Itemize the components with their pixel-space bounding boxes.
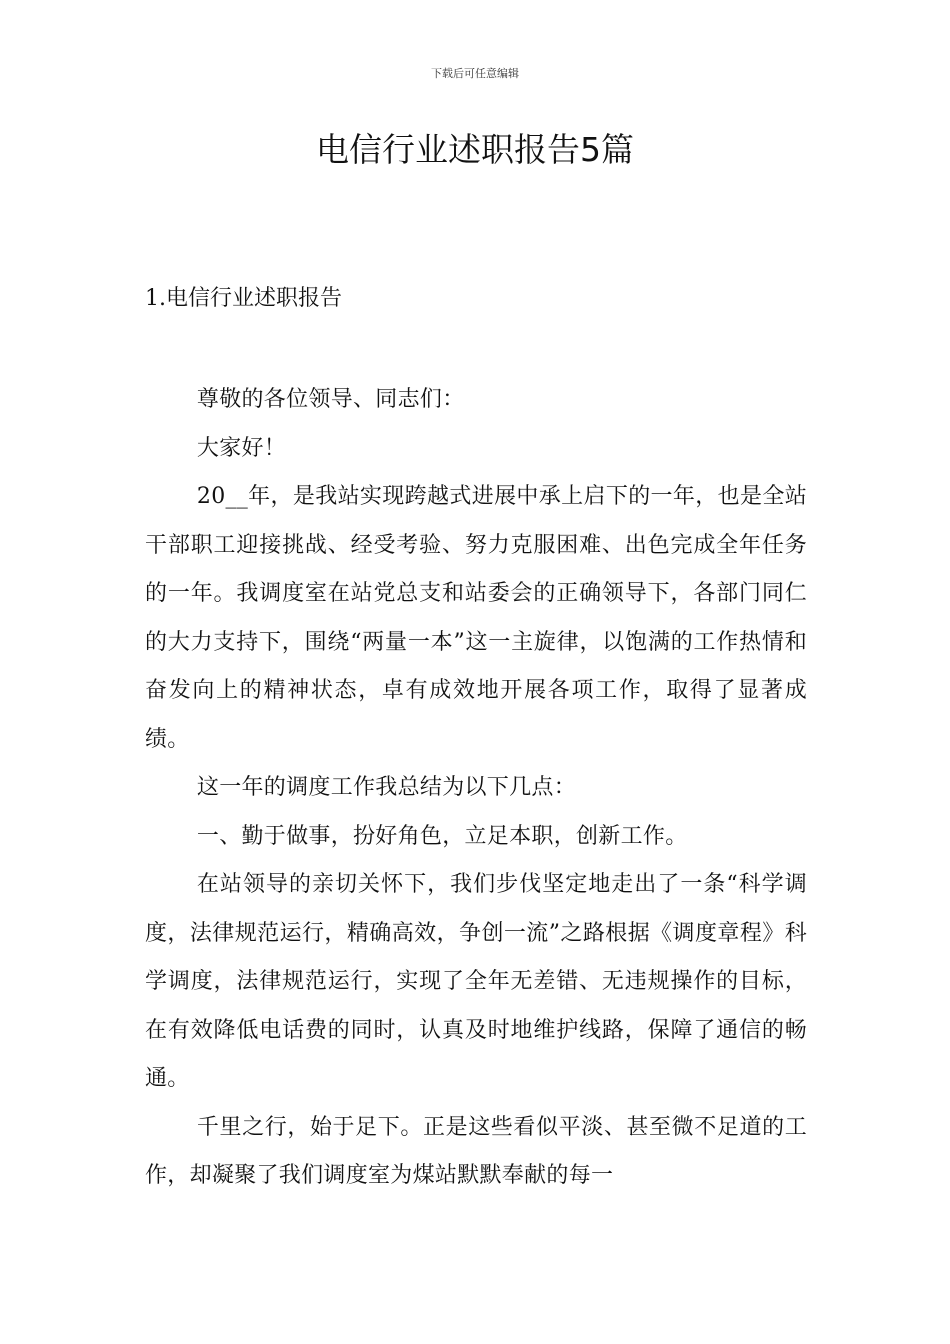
document-body [145,376,807,1201]
section-heading: 1.电信行业述职报告 [145,286,342,311]
header-note: 下载后可任意编辑 [431,67,519,80]
document-title: 电信行业述职报告5篇 [316,130,634,169]
paragraph-year-overview: 20__年，是我站实现跨越式进展中承上启下的一年，也是全站干部职工迎接挑战、经受考验、努力克服困难、出色完成全年任务的一年。我调度室在站党总支和站委会的正确领导下，各部门同仁的大力支持下，围绕“两量一本”这一主旋律，以饱满的工作热情和奋发向上的精神状态，卓有成效地开展各项工作，取得了显著成绩。 [145,484,807,752]
paragraph-greeting: 大家好！ [196,435,287,461]
paragraph-journey: 千里之行，始于足下。正是这些看似平淡、甚至微不足道的工作，却凝聚了我们调度室为煤站默默奉献的每一 [145,1114,807,1188]
paragraph-summary-intro: 这一年的调度工作我总结为以下几点： [196,775,577,800]
paragraph-point-one: 一、勤于做事，扮好角色，立足本职，创新工作。 [196,823,688,849]
paragraph-salutation: 尊敬的各位领导、同志们： [196,387,465,412]
paragraph-dispatch-work: 在站领导的亲切关怀下，我们步伐坚定地走出了一条“科学调度，法律规范运行，精确高效，争创一流”之路根据《调度章程》科学调度，法律规范运行，实现了全年无差错、无违规操作的目标，在有效降低电话费的同时，认真及时地维护线路，保障了通信的畅通。 [145,872,807,1091]
